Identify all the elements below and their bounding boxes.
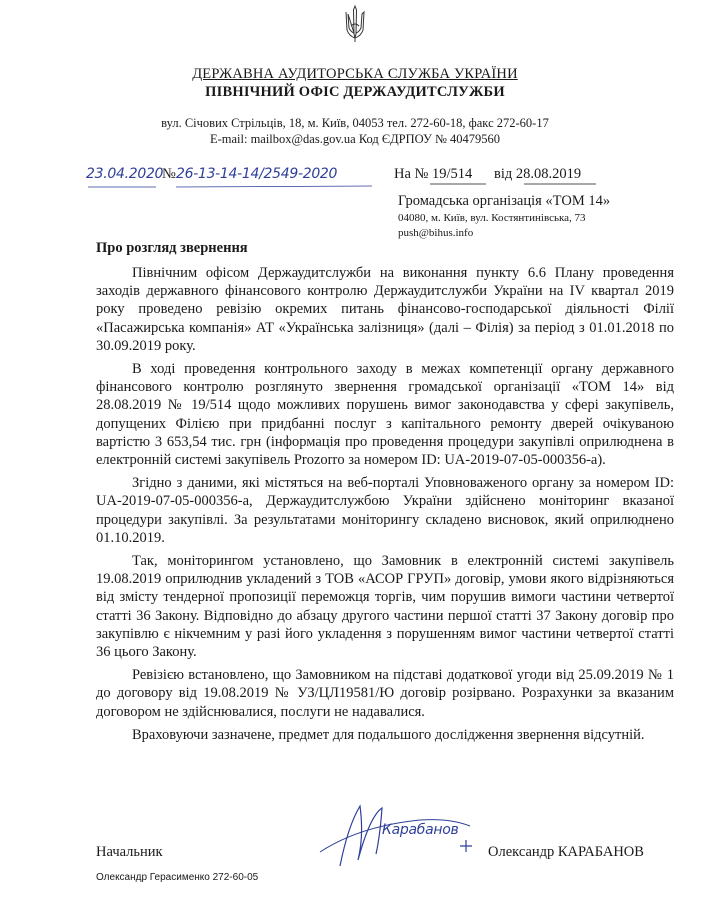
handwritten-outgoing-number: 26-13-14-14/2549-2020 bbox=[176, 166, 338, 182]
contact-line: E-mail: mailbox@das.gov.ua Код ЄДРПОУ № 40479560 bbox=[209, 132, 501, 146]
signature-handwritten-name: Карабанов bbox=[382, 822, 459, 838]
recipient-name: Громадська організація «ТОМ 14» bbox=[398, 193, 611, 209]
letter-body bbox=[96, 264, 674, 744]
handwritten-underline bbox=[86, 184, 376, 190]
paragraph-4: Так, моніторингом установлено, що Замовник в електронній системі закупівель 19.08.2019 оприлюднив укладений з ТОВ «АСОР ГРУП» договір, умови якого відрізняються від змісту тендерної пропозиції переможця торгів, чим порушив вимоги частини четвертої статті 36 Закону. Відповідно до абзацу другого частини першої статті 37 Закону договір про закупівлю є нікчемним у разі його укладення з порушенням вимог частини четвертої статті 36 цього Закону. bbox=[96, 553, 674, 661]
paragraph-5: Ревізією встановлено, що Замовником на підставі додаткової угоди від 25.09.2019 № 1 до договору від 19.08.2019 № УЗ/ЦЛ19581/Ю договір розірвано. Розрахунки за вказаним договором не здійснювалися, послуги не надавалися. bbox=[96, 667, 674, 720]
recipient-address: 04080, м. Київ, вул. Костянтинівська, 73 bbox=[398, 212, 586, 224]
subject-heading: Про розгляд звернення bbox=[96, 240, 248, 256]
incoming-reference: На № 19/514 від 28.08.2019 bbox=[394, 166, 582, 182]
office-name: ПІВНІЧНИЙ ОФІС ДЕРЖАУДИТСЛУЖБИ bbox=[205, 84, 505, 100]
trident-emblem-icon bbox=[343, 4, 367, 44]
recipient-email: push@bihus.info bbox=[398, 227, 474, 239]
address-line: вул. Січових Стрільців, 18, м. Київ, 04053 тел. 272-60-18, факс 272-60-17 bbox=[161, 116, 549, 130]
signatory-name: Олександр КАРАБАНОВ bbox=[488, 844, 644, 860]
paragraph-1: Північним офісом Держаудитслужби на виконання пункту 6.6 Плану проведення заходів державного фінансового контролю Держаудитслужби України на IV квартал 2019 року проведено ревізію окремих питань фінансово-господарської діяльності Філії «Пасажирська компанія» АТ «Українська залізниця» (далі – Філія) за період з 01.01.2018 по 30.09.2019 року. bbox=[96, 265, 674, 354]
paragraph-6: Враховуючи зазначене, предмет для подальшого дослідження звернення відсутній. bbox=[132, 726, 645, 743]
paragraph-2: В ході проведення контрольного заходу в межах компетенції органу державного фінансового контролю розглянуто звернення громадської організації «ТОМ 14» від 28.08.2019 № 19/514 щодо можливих порушень вимог законодавства у сфері закупівель, допущених Філією при придбанні послуг з капітального ремонту дверей очікуваною вартістю 3 653,54 тис. грн (інформація про проведення процедури закупівлі оприлюднена в електронній системі закупівель Prozorro за номером ID: UA-2019-07-05-000356-а). bbox=[96, 361, 674, 469]
organization-name: ДЕРЖАВНА АУДИТОРСЬКА СЛУЖБА УКРАЇНИ bbox=[192, 66, 518, 82]
executor-line: Олександр Герасименко 272-60-05 bbox=[96, 872, 259, 883]
number-sign: № bbox=[162, 166, 176, 182]
handwritten-date: 23.04.2020 bbox=[86, 166, 164, 182]
reference-underline bbox=[394, 182, 674, 186]
signatory-title: Начальник bbox=[96, 844, 163, 860]
paragraph-3: Згідно з даними, які містяться на веб-порталі Уповноваженого органу за номером ID: UA-2019-07-05-000356-а, Держаудитслужбою України здійснено моніторинг вказаної процедури закупівлі. За результатами моніторингу складено висновок, який оприлюднено 01.10.2019. bbox=[96, 475, 674, 546]
